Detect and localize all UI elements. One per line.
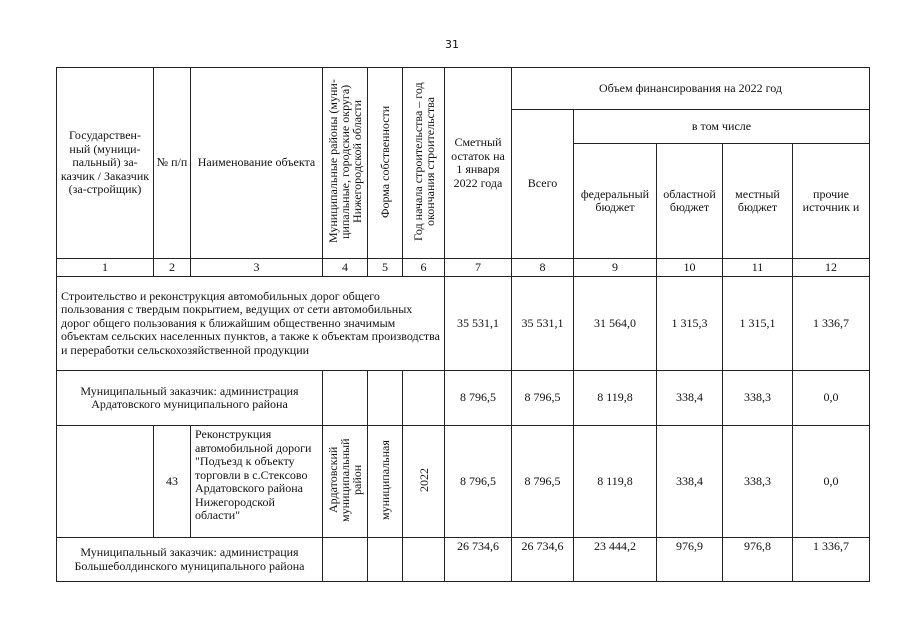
value-cell: 8 796,5 [445,371,512,426]
value-cell: 31 564,0 [574,277,657,371]
financing-table [56,67,870,582]
header-districts-text: Муниципальные районы (муни-ципальные, городские округа) Нижегородской области [326,79,364,244]
value-cell: 23 444,2 [574,538,657,582]
empty-cell [323,371,368,426]
header-balance: Сметный остаток на 1 января 2022 года [445,68,512,259]
value-cell: 0,0 [793,426,870,538]
header-total: Всего [512,110,574,259]
col-num: 3 [191,259,323,277]
empty-cell [323,538,368,582]
empty-cell [57,426,154,538]
customer-label: Муниципальный заказчик: администрация Большеболдинского муниципального района [57,538,323,582]
value-cell: 26 734,6 [445,538,512,582]
object-ownership-text: муниципальная [378,439,392,520]
object-row-43 [57,426,870,538]
header-local: местный бюджет [723,144,793,259]
header-years [403,68,445,259]
customer-row-ardatov [57,371,870,426]
object-district-text: Ардатовский муниципальный район [326,438,364,522]
header-years-text: Год начала строительства – год окончания строительства [410,81,437,241]
col-num: 7 [445,259,512,277]
value-cell: 26 734,6 [512,538,574,582]
header-regional: областной бюджет [657,144,723,259]
header-num: № п/п [154,68,191,259]
col-num: 11 [723,259,793,277]
customer-label: Муниципальный заказчик: администрация Ардатовского муниципального района [57,371,323,426]
value-cell: 338,4 [657,426,723,538]
value-cell: 8 796,5 [512,371,574,426]
header-customer: Государствен-ный (муници-пальный) за-казчик / Заказчик (за-стройщик) [57,68,154,259]
empty-cell [403,538,445,582]
header-federal: федеральный бюджет [574,144,657,259]
object-num: 43 [154,426,191,538]
value-cell: 976,8 [723,538,793,582]
header-districts [323,68,368,259]
header-ownership-text: Форма собственности [378,105,392,218]
empty-cell [403,371,445,426]
header-object-name: Наименование объекта [191,68,323,259]
object-year-text: 2022 [416,467,431,492]
empty-cell [368,538,403,582]
col-num: 9 [574,259,657,277]
page-number: 31 [445,38,459,51]
value-cell: 338,3 [723,426,793,538]
header-other: прочие источник и [793,144,870,259]
section-row [57,277,870,371]
object-ownership [368,426,403,538]
col-num: 5 [368,259,403,277]
value-cell: 8 796,5 [512,426,574,538]
value-cell: 338,3 [723,371,793,426]
value-cell: 8 119,8 [574,371,657,426]
object-district [323,426,368,538]
col-num: 4 [323,259,368,277]
col-num: 1 [57,259,154,277]
value-cell: 0,0 [793,371,870,426]
header-funding: Объем финансирования на 2022 год [512,68,870,110]
header-including: в том числе [574,110,870,144]
value-cell: 8 119,8 [574,426,657,538]
value-cell: 35 531,1 [512,277,574,371]
col-num: 8 [512,259,574,277]
object-name: Реконструкция автомобильной дороги "Подъезд к объекту торговли в с.Стексово Ардатовского района Нижегородской области" [191,426,323,538]
col-num: 6 [403,259,445,277]
value-cell: 338,4 [657,371,723,426]
header-ownership [368,68,403,259]
value-cell: 1 315,3 [657,277,723,371]
column-numbers-row [57,259,870,277]
section-title: Строительство и реконструкция автомобильных дорог общего пользования с твердым покрытием, ведущих от сети автомобильных дорог общего пользования к ближайшим общественно значимым объектам сельских населенных пунктов, а также к объектам производства и переработки сельскохозяйственной продукции [57,277,445,371]
value-cell: 976,9 [657,538,723,582]
col-num: 10 [657,259,723,277]
object-year [403,426,445,538]
col-num: 12 [793,259,870,277]
empty-cell [368,371,403,426]
value-cell: 1 336,7 [793,277,870,371]
value-cell: 1 336,7 [793,538,870,582]
value-cell: 35 531,1 [445,277,512,371]
col-num: 2 [154,259,191,277]
customer-row-bolsheboldino [57,538,870,582]
value-cell: 1 315,1 [723,277,793,371]
value-cell: 8 796,5 [445,426,512,538]
